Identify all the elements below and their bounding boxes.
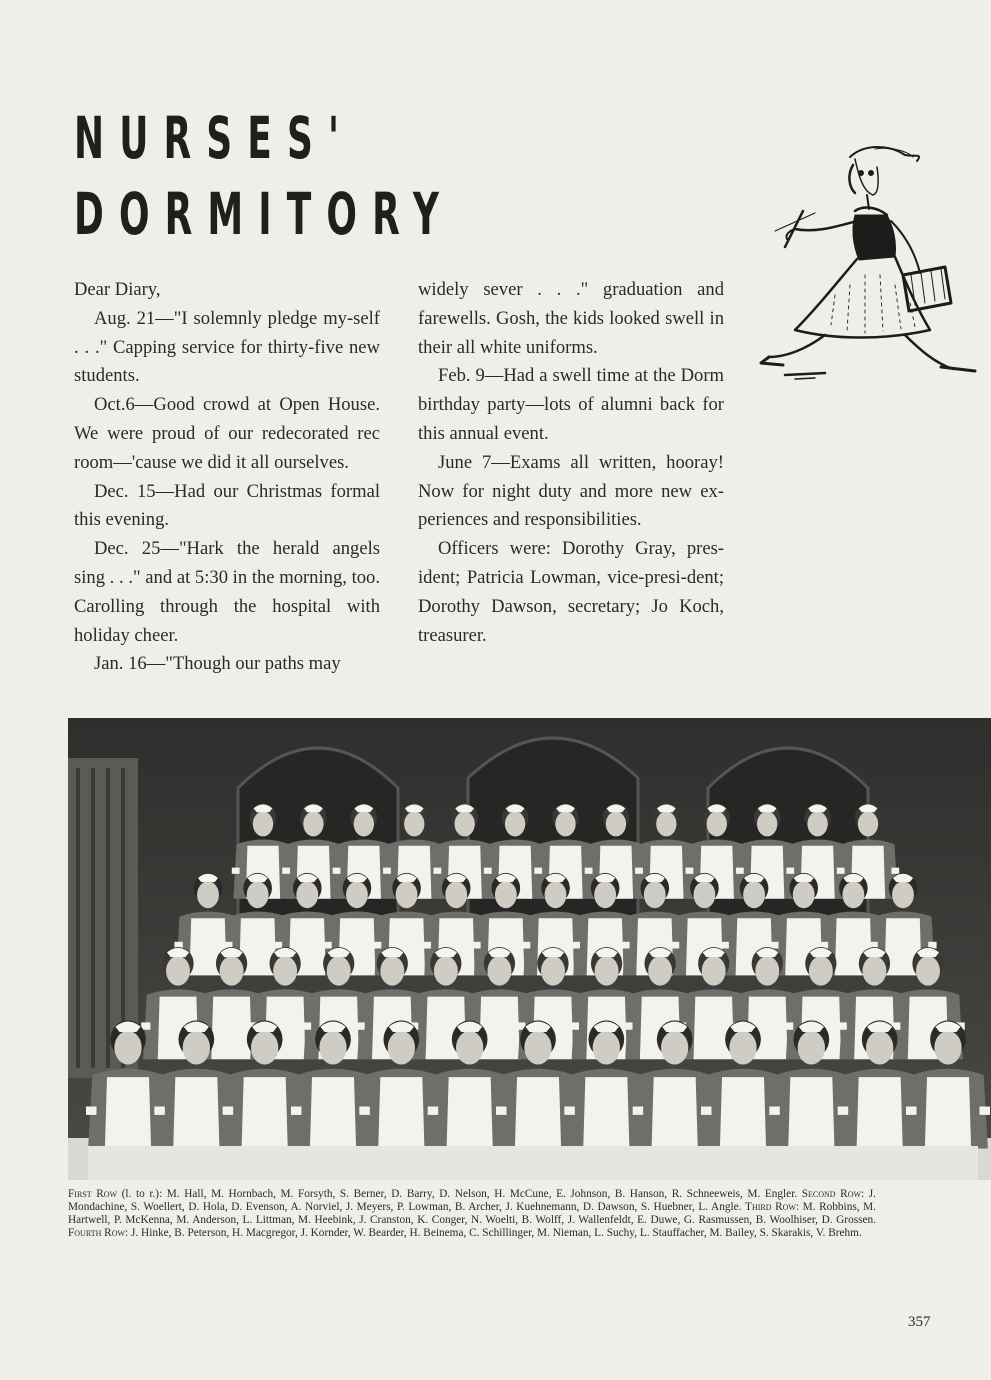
diary-entry-june-7: June 7—Exams all written, hooray! Now for night duty and more new ex-periences and responsibilities.	[418, 451, 724, 531]
photo-front-skirts	[88, 1146, 978, 1180]
diary-officers: Officers were: Dorothy Gray, pres-ident; Patricia Lowman, vice-presi-dent; Dorothy Dawson, secretary; Jo Koch, treasurer.	[418, 538, 724, 646]
caption-row4-names: : J. Hinke, B. Peterson, H. Macgregor, J. Kornder, W. Bearder, H. Beinema, C. Schillinger, M. Nieman, L. Suchy, L. Stauffacher, M. Bailey, S. Skarakis, V. Brehm.	[125, 1227, 862, 1239]
diary-entry-aug-21: Aug. 21—"I solemnly pledge my-self . . ." Capping service for thirty-five new students.	[74, 307, 380, 387]
caption-row1-names: M. Hall, M. Hornbach, M. Forsyth, S. Berner, D. Barry, D. Nelson, H. McCune, E. Johnson, B. Hanson, R. Schneeweis, M. Engler.	[166, 1188, 802, 1200]
title-line-2: DORMITORY	[74, 180, 455, 248]
caption-row3-names: : M. Robbins, M. Hartwell, P. McKenna, M. Anderson, L. Littman, M. Heebink, J. Cranston, K. Conger, N. Woelti, B. Wolff, J. Wallenfeldt, E. Duwe, G. Rasmussen, B. Woolhiser, D. Grossen.	[68, 1201, 876, 1226]
diary-salutation: Dear Diary,	[74, 279, 161, 300]
page-title	[74, 100, 454, 252]
title-line-1: NURSES'	[74, 104, 355, 172]
photo-caption	[68, 1188, 876, 1240]
diary-entry-dec-25: Dec. 25—"Hark the herald angels sing . . ." and at 5:30 in the morning, too. Carolling through the hospital with holiday cheer.	[74, 538, 380, 646]
diary-entry-jan-16: Jan. 16—"Though our paths may	[94, 653, 341, 675]
diary-entry-dec-15: Dec. 15—Had our Christmas formal this evening.	[74, 480, 380, 531]
caption-row2-names: : J. Mondachine, S. Woellert, D. Hola, D. Evenson, A. Norviel, J. Meyers, P. Lowman, B. Archer, J. Kuehnemann, D. Dawson, S. Huebner, L. Angle.	[68, 1188, 876, 1213]
nurse-sketch-illustration	[755, 135, 980, 385]
caption-row1-paren: (l. to r.):	[117, 1188, 167, 1200]
page-number: 357	[908, 1314, 931, 1330]
diary-entry-oct-6: Oct.6—Good crowd at Open House. We were proud of our redecorated rec room—'cause we did it all ourselves.	[74, 394, 380, 473]
caption-row2-label: Second Row	[801, 1188, 862, 1200]
diary-column-right	[418, 276, 724, 650]
caption-row1-label: First Row	[68, 1188, 118, 1200]
diary-entry-jan-16-continued: widely sever . . ." graduation and farewells. Gosh, the kids looked swell in their all white uniforms.	[418, 279, 724, 358]
caption-row4-label: Fourth Row	[68, 1227, 126, 1239]
group-photo	[68, 718, 991, 1180]
diary-column-left	[74, 276, 380, 679]
caption-row3-label: Third Row	[745, 1201, 796, 1213]
diary-entry-feb-9: Feb. 9—Had a swell time at the Dorm birthday party—lots of alumni back for this annual event.	[418, 365, 724, 444]
